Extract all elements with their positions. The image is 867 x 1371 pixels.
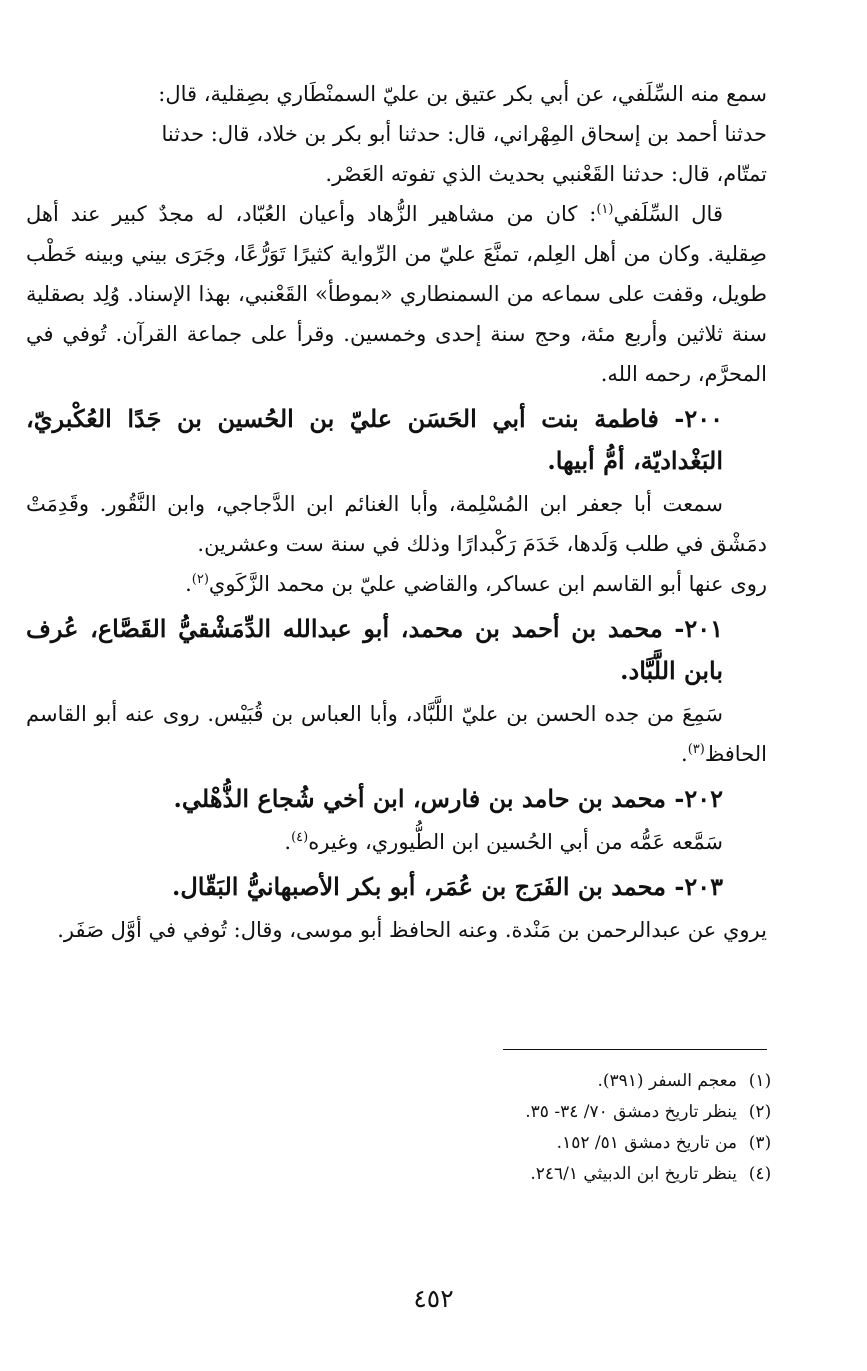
entry-201-paragraph-text: سَمِعَ من جده الحسن بن عليّ اللَّبَّاد، وأبا العباس بن قُبَيْس. روى عنه أبو القاسم الحافظ	[26, 702, 767, 766]
entry-202-paragraph-text: سَمَّعه عَمُّه من أبي الحُسين ابن الطُّيوري، وغيره	[308, 830, 723, 854]
entry-200-paragraph-2-text: روى عنها أبو القاسم ابن عساكر، والقاضي عليّ بن محمد الزَّكَوي	[208, 572, 767, 596]
entry-201-title: ٢٠١- محمد بن أحمد بن محمد، أبو عبدالله الدِّمَشْقيُّ القَصَّاع، عُرف بابن اللَّبَّاد.	[26, 614, 723, 685]
footnote-number: (٤)	[748, 1164, 772, 1184]
footnote-divider	[503, 1049, 767, 1050]
main-text	[26, 74, 767, 950]
silafi-paragraph	[26, 194, 767, 394]
footnote-text: ينظر تاريخ ابن الدبيثي ٢٤٦/١.	[530, 1164, 737, 1184]
footnote-ref-3: (٣)	[687, 742, 705, 757]
entry-202-paragraph: سَمَّعه عَمُّه من أبي الحُسين ابن الطُّيوري، وغيره$^{(٤)}$.	[284, 830, 723, 854]
footnote-number: (٣)	[748, 1133, 772, 1153]
footnote-4	[175, 1159, 775, 1190]
footnote-text: من تاريخ دمشق ٥١/ ١٥٢.	[556, 1133, 737, 1153]
silafi-paragraph-rest: : كان من مشاهير الزُّهاد وأعيان العُبّاد، له مجدٌ كبير عند أهل صِقلية. وكان من أهل العِلم، تمنَّعَ عليّ من الرِّواية كثيرًا تَوَرُّعًا، وجَرَى بيني وبينه خَطْب طويل، وقفت على سماعه من السمنطاري «بموطأ» القَعْنبي، بهذا الإسناد. وُلِد بصقلية سنة ثلاثين وأربع مئة، وحج سنة إحدى وخمسين. وقرأ على جماعة القرآن. تُوفي في المحرَّم، رحمه الله.	[26, 202, 767, 386]
footnote-2	[175, 1097, 775, 1128]
entry-200-title: ٢٠٠- فاطمة بنت أبي الحَسَن عليّ بن الحُسين بن جَدًا العُكْبريّ، البَغْداديّة، أمُّ أبيها.	[26, 404, 723, 475]
footnote-text: ينظر تاريخ دمشق ٧٠/ ٣٤- ٣٥.	[525, 1102, 737, 1122]
intro-line-3: تمتّام، قال: حدثنا القَعْنبي بحديث الذي تفوته العَصْر.	[325, 162, 767, 186]
entry-201-paragraph: سَمِعَ من جده الحسن بن عليّ اللَّبَّاد، وأبا العباس بن قُبَيْس. روى عنه أبو القاسم الحافظ$^{(٣)}$.	[26, 702, 767, 766]
footnotes	[175, 1066, 775, 1190]
entry-203-paragraph: يروي عن عبدالرحمن بن مَنْدة. وعنه الحافظ أبو موسى، وقال: تُوفي في أوَّل صَفَر.	[57, 918, 767, 942]
footnote-3	[175, 1128, 775, 1159]
footnote-text: معجم السفر (٣٩١).	[597, 1071, 737, 1091]
footnote-number: (٢)	[748, 1102, 772, 1122]
footnote-ref-4: (٤)	[291, 830, 309, 845]
entry-202-title: ٢٠٢- محمد بن حامد بن فارس، ابن أخي شُجاع الذُّهْلي.	[173, 784, 723, 813]
page-number: ٤٥٢	[413, 1284, 454, 1313]
entry-200-paragraph-2: روى عنها أبو القاسم ابن عساكر، والقاضي عليّ بن محمد الزَّكَوي$^{(٢)}$.	[185, 572, 767, 596]
entry-200-paragraph-1: سمعت أبا جعفر ابن المُسْلِمة، وأبا الغنائم ابن الدَّجاجي، وابن النَّقُور. وقَدِمَتْ دمَشْق في طلب وَلَدها، خَدَمَ رَكْبدارًا وذلك في سنة ست وعشرين.	[26, 492, 767, 556]
footnote-ref-2: (٢)	[191, 572, 209, 587]
silafi-paragraph-start: قال السِّلَفي	[613, 202, 723, 226]
entry-203-title: ٢٠٣- محمد بن الفَرَج بن عُمَر، أبو بكر الأصبهانيُّ البَقّال.	[171, 872, 723, 901]
footnote-ref-1: (١)	[596, 202, 614, 217]
footnote-1	[175, 1066, 775, 1097]
footnote-number: (١)	[748, 1071, 772, 1091]
intro-line-1: سمع منه السِّلَفي، عن أبي بكر عتيق بن عليّ السمنْطَاري بصِقلية، قال:	[158, 82, 767, 106]
intro-line-2: حدثنا أحمد بن إسحاق المِهْراني، قال: حدثنا أبو بكر بن خلاد، قال: حدثنا	[161, 122, 767, 146]
